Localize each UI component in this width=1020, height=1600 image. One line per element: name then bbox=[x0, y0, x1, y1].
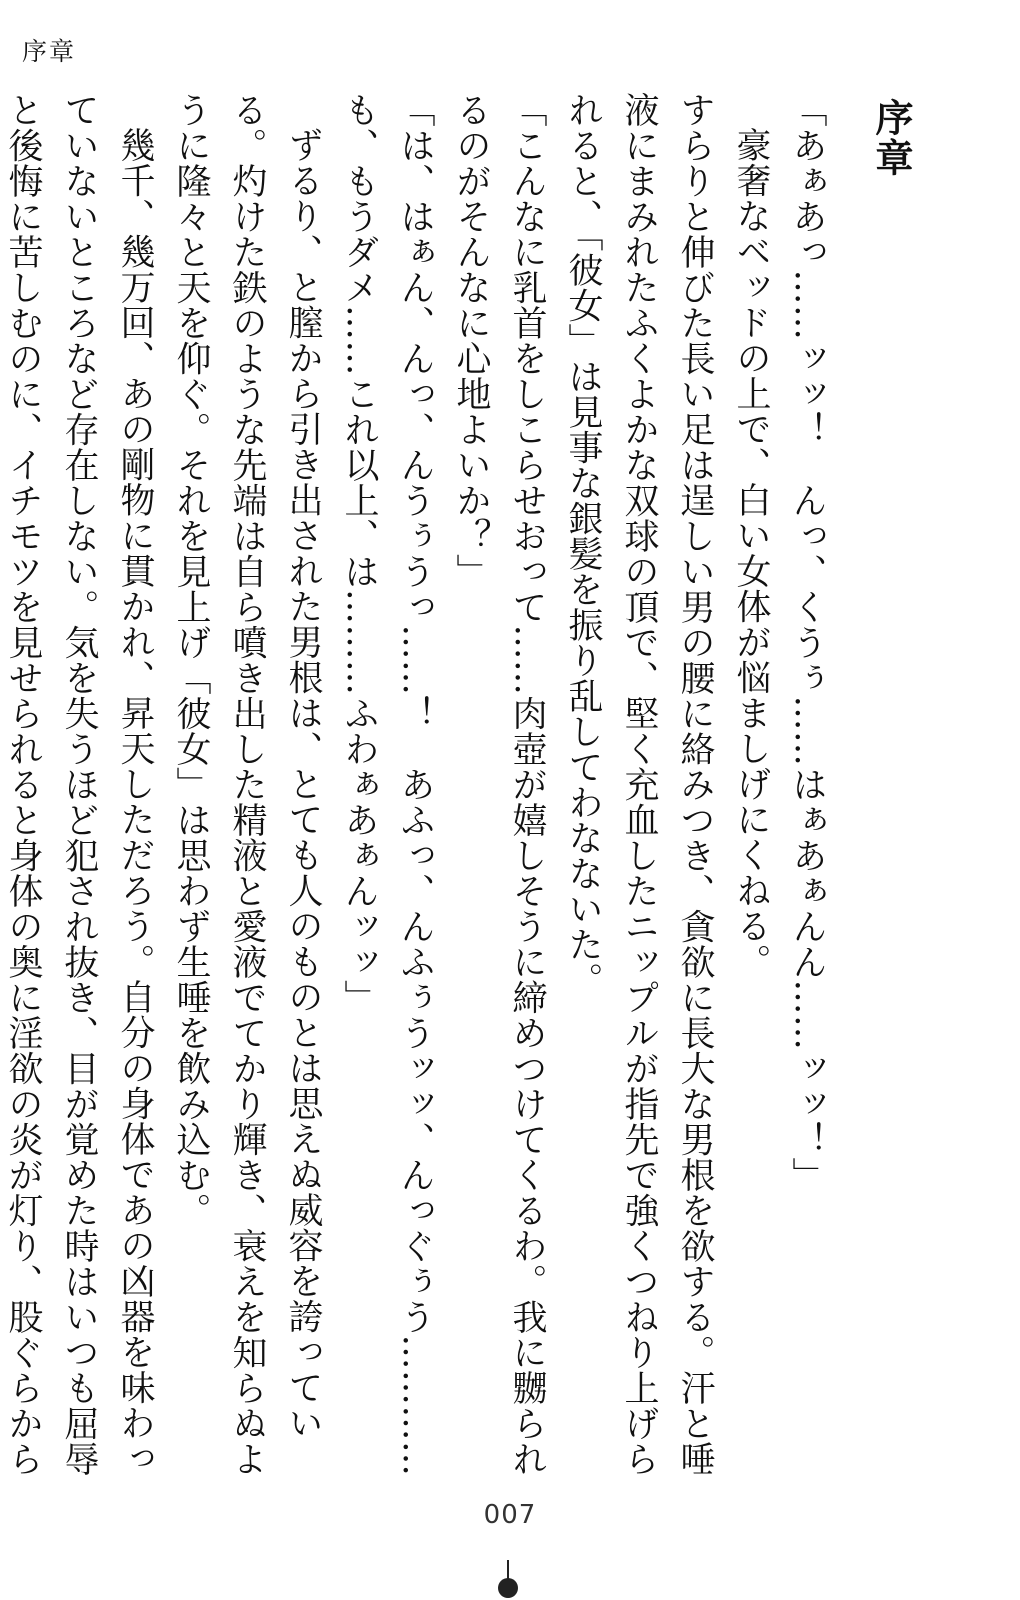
paragraph-2: 豪奢なベッドの上で、白い女体が悩ましげにくねる。 bbox=[731, 127, 771, 979]
paragraph-6: ずるり、と膣から引き出された男根は、とても人のものとは思えぬ威容を誇っている。灼けた鉄のような先端は自ら噴き出した精液と愛液でてかり輝き、衰えを知らぬように隆々と天を仰ぐ。それを見上げ「彼女」は思わず生唾を飲み込む。 bbox=[171, 92, 323, 1477]
paragraph-5: 「は、はぁん、んっ、んうぅうっ……！ あふっ、んふぅうッッ、んっぐぅう…………も、もうダメ……これ以上、は………ふわぁあぁんッッ」 bbox=[339, 92, 435, 1477]
body-text bbox=[0, 92, 835, 1482]
running-header: 序章 bbox=[22, 37, 77, 66]
page-marker-dot bbox=[498, 1578, 518, 1598]
paragraph-7: 幾千、幾万回、あの剛物に貫かれ、昇天しただろう。自分の身体であの凶器を味わっていないところなど存在しない。気を失うほど犯され抜き、目が覚めた時はいつも屈辱と後悔に苦しむのに、イチモツを見せられると身体の奥に淫欲の炎が灯り、股ぐらから bbox=[3, 92, 155, 1477]
paragraph-4: 「こんなに乳首をしこらせおって……肉壺が嬉しそうに締めつけてくるわ。我に嬲られるのがそんなに心地よいか？」 bbox=[451, 92, 547, 1477]
paragraph-3: すらりと伸びた長い足は逞しい男の腰に絡みつき、貪欲に長大な男根を欲する。汗と唾液にまみれたふくよかな双球の頂で、堅く充血したニップルが指先で強くつねり上げられると、「彼女」は見事な銀髪を振り乱してわなないた。 bbox=[563, 92, 715, 1477]
paragraph-1: 「あぁあっ……ッッ！ んっ、くうぅ……はぁあぁんん……ッッ！」 bbox=[787, 92, 827, 1193]
chapter-title: 序章 bbox=[869, 98, 913, 178]
page-number: 007 bbox=[483, 1500, 537, 1530]
page-marker-line bbox=[507, 1560, 509, 1580]
